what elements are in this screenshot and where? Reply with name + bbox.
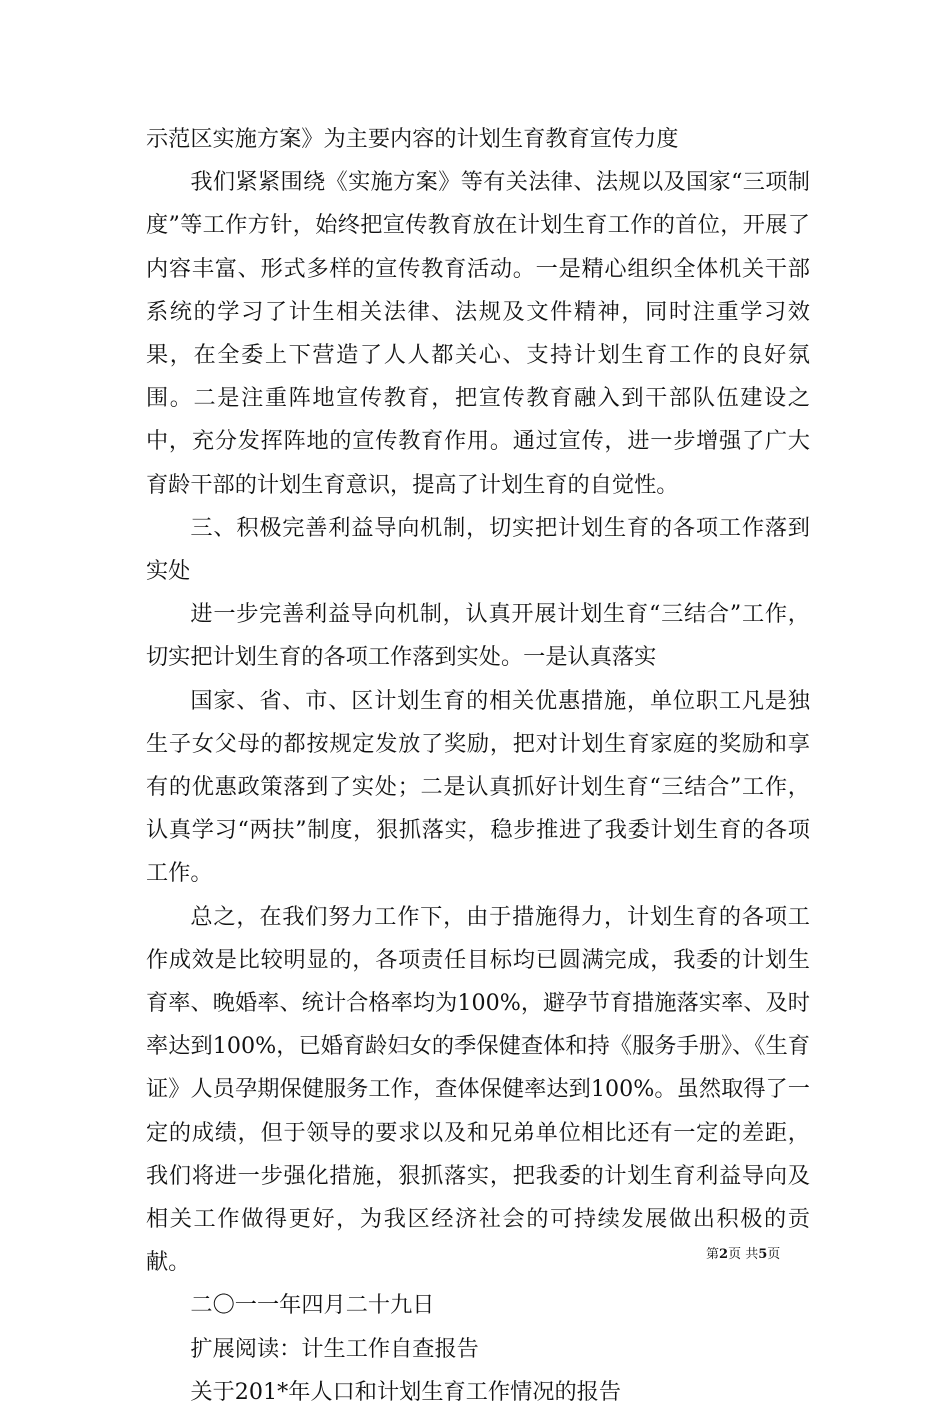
section-heading-three: 三、积极完善利益导向机制，切实把计划生育的各项工作落到实处 (146, 514, 810, 585)
paragraph-propaganda: 我们紧紧围绕《实施方案》等有关法律、法规以及国家“三项制度”等工作方针，始终把宣传教育放在计划生育工作的首位，开展了内容丰富、形式多样的宣传教育活动。一是精心组织全体机关干部系统的学习了计生相关法律、法规及文件精神，同时注重学习效果，在全委上下营造了人人都关心、支持计划生育工作的良好氛围。二是注重阵地宣传教育，把宣传教育融入到干部队伍建设之中，充分发挥阵地的宣传教育作用。通过宣传，进一步增强了广大育龄干部的计划生育意识，提高了计划生育的自觉性。 (146, 169, 810, 498)
current-page-number: 2 (719, 1247, 729, 1262)
footer-prefix: 第 (706, 1247, 720, 1262)
page-number-footer (706, 1246, 816, 1264)
paragraph-incentive: 进一步完善利益导向机制，认真开展计划生育“三结合”工作，切实把计划生育的各项工作落到实处。一是认真落实 (146, 601, 810, 671)
footer-suffix: 页 (767, 1247, 781, 1262)
footer-middle: 页 共 (728, 1247, 759, 1262)
report-title: 关于201*年人口和计划生育工作情况的报告 (190, 1378, 622, 1405)
paragraph-policies: 国家、省、市、区计划生育的相关优惠措施，单位职工凡是独生子女父母的都按规定发放了奖励，把对计划生育家庭的奖励和享有的优惠政策落到了实处；二是认真抓好计划生育“三结合”工作，认真学习“两扶”制度，狠抓落实，稳步推进了我委计划生育的各项工作。 (146, 687, 810, 887)
document-body (146, 118, 810, 1414)
extended-reading-heading: 扩展阅读：计生工作自查报告 (190, 1335, 479, 1362)
paragraph-summary: 总之，在我们努力工作下，由于措施得力，计划生育的各项工作成效是比较明显的，各项责任目标均已圆满完成，我委的计划生育率、晚婚率、统计合格率均为100%，避孕节育措施落实率、及时率达到100%，已婚育龄妇女的季保健查体和持《服务手册》、《生育证》人员孕期保健服务工作，查体保健率达到100%。虽然取得了一定的成绩，但于领导的要求以及和兄弟单位相比还有一定的差距，我们将进一步强化措施，狠抓落实，把我委的计划生育利益导向及相关工作做得更好，为我区经济社会的可持续发展做出积极的贡献。 (146, 903, 810, 1276)
document-date: 二〇一一年四月二十九日 (190, 1292, 435, 1319)
paragraph-continuation: 示范区实施方案》为主要内容的计划生育教育宣传力度 (146, 126, 679, 152)
total-page-number: 5 (758, 1247, 768, 1262)
